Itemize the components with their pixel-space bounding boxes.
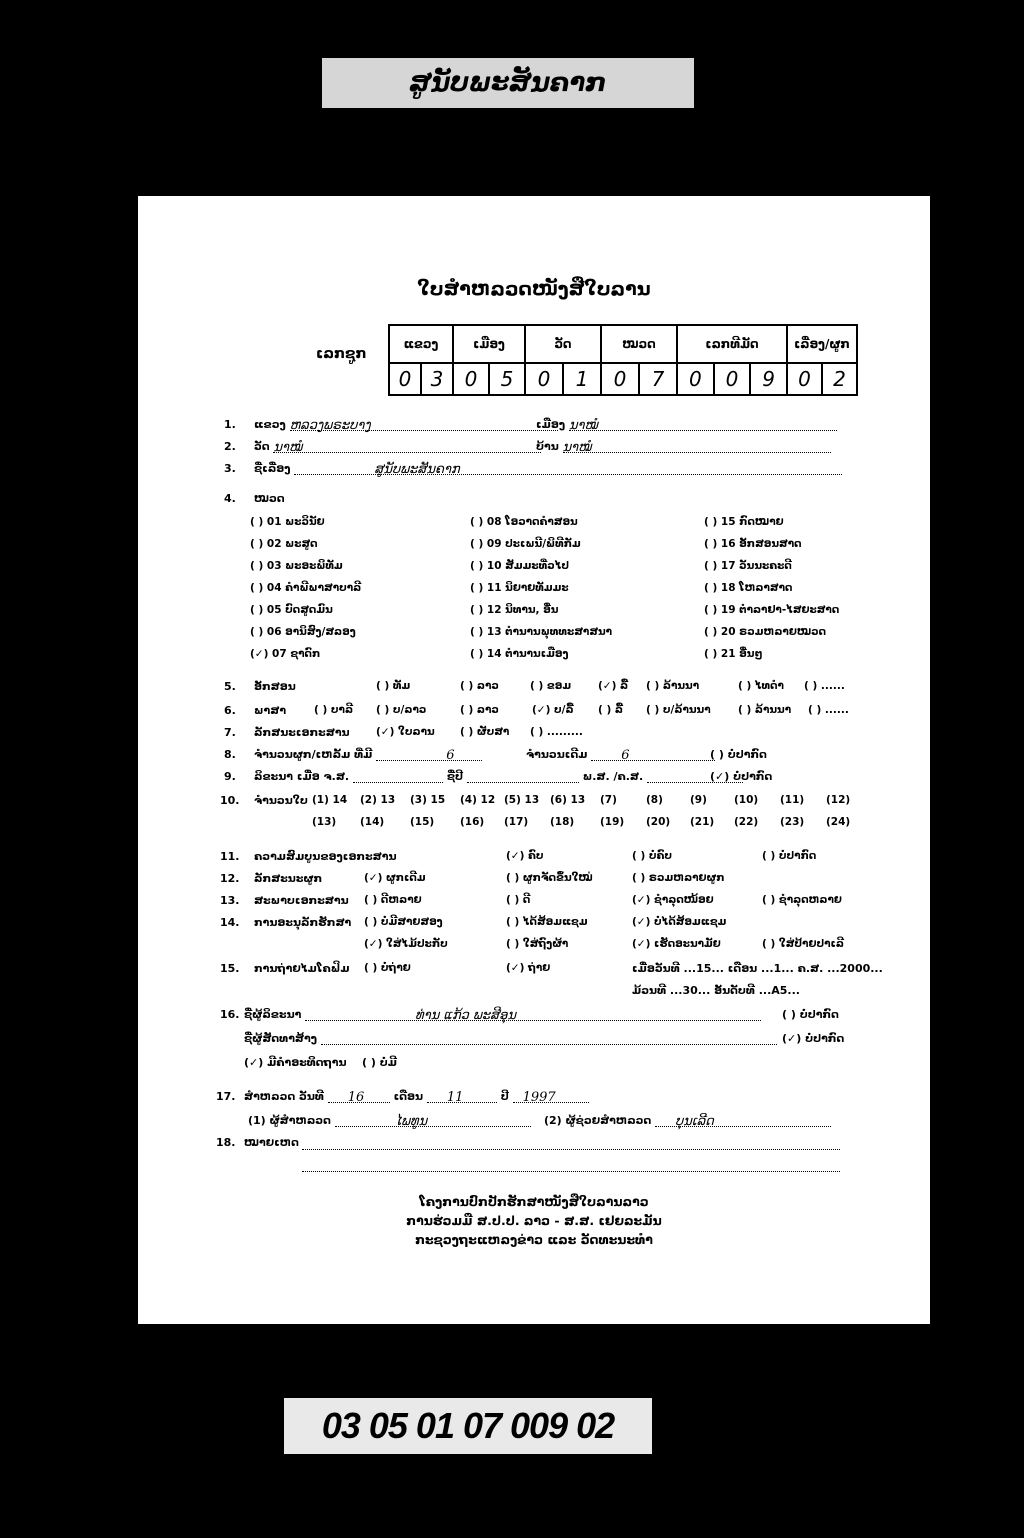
category-option: ( ) 21 ອື່ນໆ — [704, 648, 763, 660]
field-number: 13. — [220, 894, 240, 907]
bundles-line — [376, 748, 482, 761]
bundle-type-option: (✓) ຜູກເດີມ — [364, 872, 426, 884]
field-temple — [254, 440, 541, 453]
category-option: (✓) 07 ຊາດົກ — [250, 648, 321, 660]
leaf-count: (4) 12 — [460, 794, 496, 806]
survey-year: 1997 — [522, 1090, 556, 1105]
leaf-count: (19) — [600, 816, 625, 828]
leaf-count: (23) — [780, 816, 805, 828]
completeness-option: ( ) ບໍ່ປາກົດ — [762, 850, 817, 862]
completeness-option: (✓) ຄົບ — [506, 850, 544, 862]
field-village — [536, 440, 831, 453]
code-label: ເລກຊູກ — [316, 346, 367, 362]
leaf-count: (8) — [646, 794, 663, 806]
bundle-type-option: ( ) ຣວມຫລາຍຜູກ — [632, 872, 725, 884]
field-number: 11. — [220, 850, 240, 863]
original-line — [591, 748, 715, 761]
field-number: 1. — [224, 418, 236, 431]
leaf-count: (21) — [690, 816, 715, 828]
field-number: 5. — [224, 680, 236, 693]
original-value: 6 — [621, 748, 630, 763]
language-option: ( ) ບ/ລ້ານນາ — [646, 704, 711, 716]
survey-month: 11 — [446, 1090, 464, 1105]
conservation-option: ( ) ໃສ່ຖົງຜ້າ — [506, 938, 569, 950]
bottom-label: 03 05 01 07 009 02 — [284, 1398, 652, 1454]
year-name-label: ຊື່ປີ — [446, 770, 463, 783]
script-option: ( ) ...... — [804, 680, 845, 692]
village-line — [563, 440, 831, 453]
category-option: ( ) 15 ກົດໝາຍ — [704, 516, 784, 528]
survey-month-line — [427, 1090, 497, 1103]
code-digit: 0 — [453, 363, 489, 395]
province-label: ແຂວງ — [254, 418, 286, 431]
field-number: 6. — [224, 704, 236, 717]
code-table — [388, 324, 858, 396]
leaf-count: (12) — [826, 794, 851, 806]
scribe-line — [305, 1008, 761, 1021]
category-option: ( ) 18 ໂຫລາສາດ — [704, 582, 793, 594]
language-option: ( ) ລາວ — [460, 704, 499, 716]
remarks-line — [302, 1170, 840, 1172]
leaf-count: (15) — [410, 816, 435, 828]
title-label: ຊື່ເລື່ອງ — [254, 462, 291, 475]
field-title — [254, 462, 842, 475]
temple-label: ວັດ — [254, 440, 270, 453]
script-option: ( ) ທັມ — [376, 680, 411, 692]
category-option: ( ) 09 ປະເພນີ/ພິທີກັມ — [470, 538, 581, 550]
condition-option: ( ) ຊຳລຸດຫລາຍ — [762, 894, 842, 906]
category-option: ( ) 12 ນິທານ, ອື່ນ — [470, 604, 559, 616]
script-option: ( ) ຂອມ — [530, 680, 572, 692]
bundles-unknown: ( ) ບໍ່ປາກົດ — [710, 748, 767, 761]
bundles-value: 6 — [446, 748, 455, 763]
survey-month-label: ເດືອນ — [393, 1090, 424, 1103]
code-digit: 0 — [787, 363, 822, 395]
field-number: 15. — [220, 962, 240, 975]
prayer-yes: (✓) ມີຄຳອະທິດຖານ — [244, 1056, 347, 1069]
field-inscribed — [254, 770, 743, 783]
microfilm-option: ( ) ບໍ່ຖ່າຍ — [364, 962, 411, 974]
code-header: ວັດ — [525, 325, 601, 363]
field-number: 2. — [224, 440, 236, 453]
category-label: ໝວດ — [254, 492, 285, 505]
footer-line: ໂຄງການປົກປັກຮັກສາໜັງສືໃບລານລາວ — [419, 1194, 649, 1209]
condition-option: (✓) ຊຳລຸດໜ້ອຍ — [632, 894, 714, 906]
inscribed-unknown: (✓) ບໍ່ປາກົດ — [710, 770, 773, 783]
script-option: ( ) ໄທດຳ — [738, 680, 784, 692]
leaf-count: (18) — [550, 816, 575, 828]
bundle-type-option: ( ) ຜູກຈັດຂຶ້ນໃໝ່ — [506, 872, 593, 884]
category-option: ( ) 14 ຕຳນານເມືອງ — [470, 648, 569, 660]
survey-year-line — [513, 1090, 589, 1103]
leaf-count: (2) 13 — [360, 794, 396, 806]
scribe-label: ຊື່ຜູ້ລິຂະນາ — [244, 1008, 302, 1021]
leaf-count: (11) — [780, 794, 805, 806]
district-line — [569, 418, 837, 431]
code-digit: 7 — [639, 363, 677, 395]
leaf-count: (7) — [600, 794, 617, 806]
language-option: ( ) ບາລີ — [314, 704, 354, 716]
field-sponsor — [244, 1032, 777, 1045]
doctype-label: ລັກສນະເອກະສານ — [254, 726, 350, 739]
conservation-option: ( ) ບໍ່ມີສາຍສອງ — [364, 916, 443, 928]
leaf-count: (16) — [460, 816, 485, 828]
scribe-value: ທ່ານ ແກ້ວ ພະສີອຸນ — [415, 1008, 517, 1023]
condition-label: ສະພາບເອກະສານ — [254, 894, 349, 907]
code-digit: 3 — [421, 363, 453, 395]
category-option: ( ) 01 ພະວິນັຍ — [250, 516, 325, 528]
survey-form — [138, 196, 930, 1324]
field-number: 7. — [224, 726, 236, 739]
assistant-value: ບຸນເລີດ — [675, 1114, 714, 1129]
category-option: ( ) 06 ອານິສົງ/ສລອງ — [250, 626, 356, 638]
category-option: ( ) 11 ນິຍາຍທັມມະ — [470, 582, 569, 594]
field-number: 14. — [220, 916, 240, 929]
original-label: ຈຳນວນເດີມ — [526, 748, 588, 761]
completeness-option: ( ) ບໍ່ຄົບ — [632, 850, 673, 862]
survey-day: 16 — [347, 1090, 365, 1105]
conservation-label: ການອະນຸລັກຮັກສາ — [254, 916, 352, 929]
field-original — [526, 748, 715, 761]
remarks-label: ໝາຍເຫດ — [244, 1136, 299, 1149]
microfilm-date: ເມື່ອວັນທີ ...15... ເດືອນ ...1... ຄ.ສ. ...2000... — [632, 962, 883, 975]
survey-day-line — [328, 1090, 390, 1103]
field-district — [536, 418, 837, 431]
field-number: 10. — [220, 794, 240, 807]
category-option: ( ) 03 ພະອະພິທັມ — [250, 560, 343, 572]
conservation-option: ( ) ໄດ້ສ້ອມແຊມ — [506, 916, 588, 928]
remarks-line — [302, 1148, 840, 1150]
condition-option: ( ) ດີຫລາຍ — [364, 894, 422, 906]
field-number: 3. — [224, 462, 236, 475]
province-value: ຫລວງພຣະບາງ — [289, 418, 371, 433]
leaf-count: (5) 13 — [504, 794, 540, 806]
leaf-count: (10) — [734, 794, 759, 806]
sponsor-line — [321, 1032, 777, 1045]
form-footer — [138, 1192, 930, 1249]
bundle-type-label: ລັກສະນະຜູກ — [254, 872, 323, 885]
code-digit: 1 — [563, 363, 601, 395]
top-label: ສູນັບພະສັນຄາກ — [322, 58, 694, 108]
microfilm-roll: ມ້ວນທີ ...30... ອັນດັບທີ ...A5... — [632, 984, 800, 997]
field-number: 18. — [216, 1136, 236, 1149]
script-option: ( ) ລ້ານນາ — [646, 680, 700, 692]
language-option: ( ) ລື້ — [598, 704, 623, 716]
leaf-count: (17) — [504, 816, 529, 828]
code-header: ເລກທີມັດ — [677, 325, 787, 363]
survey-year-label: ປີ — [500, 1090, 509, 1103]
language-option: ( ) ...... — [808, 704, 849, 716]
leaf-count: (1) 14 — [312, 794, 348, 806]
conservation-option: (✓) ໃສ່ໄມ້ປະກັບ — [364, 938, 448, 950]
form-title: ໃບສຳຫລວດໜັງສືໃບລານ — [417, 278, 651, 300]
category-option: ( ) 05 ບົດສູດມົນ — [250, 604, 333, 616]
code-digit: 0 — [714, 363, 751, 395]
era-label: ພ.ສ. /ຄ.ສ. — [582, 770, 644, 783]
field-scribe — [244, 1008, 761, 1021]
code-digit: 0 — [677, 363, 714, 395]
village-value: ນາໝໍ — [562, 440, 592, 455]
district-label: ເມືອງ — [536, 418, 566, 431]
field-assistant — [544, 1114, 831, 1127]
sponsor-unknown: (✓) ບໍ່ປາກົດ — [782, 1032, 845, 1045]
category-option: ( ) 20 ຣວມຫລາຍໝວດ — [704, 626, 827, 638]
leaf-count: (14) — [360, 816, 385, 828]
year-name-line — [467, 770, 579, 783]
category-option: ( ) 16 ອັກສອນສາດ — [704, 538, 802, 550]
code-digit: 9 — [750, 363, 787, 395]
code-digit: 0 — [525, 363, 563, 395]
language-option: ( ) ລ້ານນາ — [738, 704, 792, 716]
category-option: ( ) 19 ຕຳລາຢາ-ໄສຍະສາດ — [704, 604, 840, 616]
field-number: 16. — [220, 1008, 240, 1021]
leaf-count: (22) — [734, 816, 759, 828]
leaf-count: (6) 13 — [550, 794, 586, 806]
language-option: ( ) ບ/ລາວ — [376, 704, 427, 716]
survey-date-label: ສຳຫລວດ ວັນທີ — [244, 1090, 324, 1103]
village-label: ບ້ານ — [536, 440, 559, 453]
category-option: ( ) 10 ສັມມະທີ່ວໄປ — [470, 560, 570, 572]
category-option: ( ) 17 ວັນນະຄະດີ — [704, 560, 792, 572]
field-number: 8. — [224, 748, 236, 761]
assistant-label: (2) ຜູ້ຊ່ວຍສຳຫລວດ — [544, 1114, 652, 1127]
assistant-line — [655, 1114, 831, 1127]
completeness-label: ຄວາມສົມບູນຂອງເອກະສານ — [254, 850, 397, 863]
footer-line: ການຮ່ວມມື ສ.ປ.ປ. ລາວ - ສ.ສ. ເຢຍລະມັນ — [406, 1213, 662, 1228]
microfilm-option: (✓) ຖ່າຍ — [506, 962, 551, 974]
temple-value: ນາໝໍ — [273, 440, 303, 455]
field-surveyor — [248, 1114, 531, 1127]
code-digit: 0 — [601, 363, 639, 395]
field-bundles — [254, 748, 482, 761]
condition-option: ( ) ດີ — [506, 894, 531, 906]
temple-line — [273, 440, 541, 453]
field-number: 4. — [224, 492, 236, 505]
code-digit: 2 — [822, 363, 857, 395]
conservation-option: (✓) ບໍ່ໄດ້ສ້ອມແຊມ — [632, 916, 727, 928]
category-option: ( ) 08 ໂອວາດຄຳສອນ — [470, 516, 578, 528]
field-number: 17. — [216, 1090, 236, 1103]
code-header: ແຂວງ — [389, 325, 453, 363]
code-digit: 0 — [389, 363, 421, 395]
category-option: ( ) 02 ພະສູດ — [250, 538, 318, 550]
category-option: ( ) 13 ຕຳນານພຸທທະສາສນາ — [470, 626, 613, 638]
scribe-unknown: ( ) ບໍ່ປາກົດ — [782, 1008, 839, 1021]
script-option: ( ) ລາວ — [460, 680, 499, 692]
sponsor-label: ຊື່ຜູ້ສັດທາສ້າງ — [244, 1032, 317, 1045]
field-province — [254, 418, 558, 431]
footer-line: ກະຊວງຖະແຫລງຂ່າວ ແລະ ວັດທະນະທຳ — [415, 1232, 653, 1247]
surveyor-label: (1) ຜູ້ສຳຫລວດ — [248, 1114, 331, 1127]
leaves-label: ຈຳນວນໃບ — [254, 794, 308, 807]
title-line — [294, 462, 842, 475]
doctype-option: (✓) ໃບລານ — [376, 726, 435, 738]
category-option: ( ) 04 ຄຳພີພາສາບາລີ — [250, 582, 362, 594]
code-header: ເມືອງ — [453, 325, 525, 363]
language-label: ພາສາ — [254, 704, 287, 717]
leaf-count: (24) — [826, 816, 851, 828]
field-survey-date — [244, 1090, 589, 1103]
code-header: ໝວດ — [601, 325, 677, 363]
script-option: (✓) ລື້ — [598, 680, 629, 692]
microfilm-label: ການຖ່າຍໄມໂຄຟິມ — [254, 962, 350, 975]
inscribed-line — [353, 770, 443, 783]
bundles-label: ຈຳນວນຜູກ/ເຫລັ້ມ ທີ່ມີ — [254, 748, 373, 761]
leaf-count: (20) — [646, 816, 671, 828]
prayer-no: ( ) ບໍ່ມີ — [362, 1056, 397, 1069]
script-label: ອັກສອນ — [254, 680, 296, 693]
code-header: ເລື່ອງ/ຜູກ — [787, 325, 857, 363]
doctype-option: ( ) ຜັບສາ — [460, 726, 510, 738]
conservation-option: ( ) ໃສ່ປ້າຍປາເລີ — [762, 938, 844, 950]
leaf-count: (13) — [312, 816, 337, 828]
inscribed-label: ລິຂະນາ ເມື່ອ ຈ.ສ. — [254, 770, 350, 783]
doctype-option: ( ) ......... — [530, 726, 583, 738]
title-value: ສູນັບພະສັນຄາກ — [374, 462, 460, 477]
language-option: (✓) ບ/ລື້ — [532, 704, 574, 716]
field-number: 9. — [224, 770, 236, 783]
province-line — [290, 418, 558, 431]
surveyor-value: ໄພທູນ — [394, 1114, 428, 1129]
code-digit: 5 — [489, 363, 525, 395]
leaf-count: (9) — [690, 794, 707, 806]
conservation-option: (✓) ເຮັດອະນາມັຍ — [632, 938, 721, 950]
field-number: 12. — [220, 872, 240, 885]
district-value: ນາໝໍ — [568, 418, 598, 433]
surveyor-line — [335, 1114, 531, 1127]
leaf-count: (3) 15 — [410, 794, 446, 806]
